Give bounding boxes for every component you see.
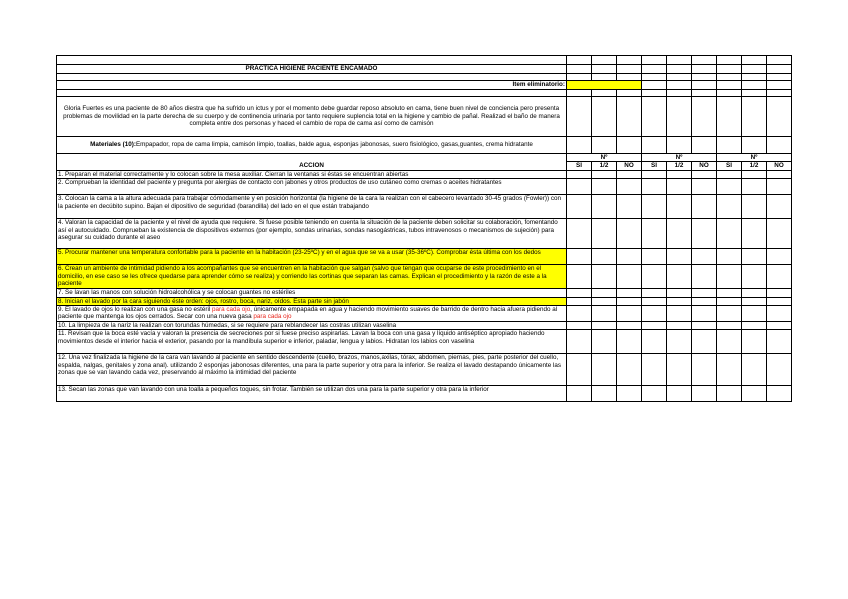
score-cell[interactable] (567, 322, 592, 330)
score-cell[interactable] (692, 306, 717, 322)
step-text: 13. Secan las zonas que van lavando con una toalla a pequeños toques, sin frotar. También se utilizan dos una para la parte superior y otra para la inferior (57, 386, 567, 402)
step-row (57, 249, 792, 265)
score-cell[interactable] (642, 219, 667, 249)
score-cell[interactable] (692, 249, 717, 265)
score-cell[interactable] (592, 219, 617, 249)
score-cell[interactable] (567, 265, 592, 289)
materials-cell (57, 137, 567, 154)
score-cell[interactable] (642, 354, 667, 386)
score-cell[interactable] (742, 289, 767, 297)
score-cell[interactable] (717, 219, 742, 249)
score-cell[interactable] (717, 265, 742, 289)
score-cell[interactable] (667, 354, 692, 386)
highlight-text: para cada ojo (212, 306, 251, 314)
col-si: SI (717, 162, 742, 170)
step-row (57, 306, 792, 322)
score-cell[interactable] (742, 306, 767, 322)
score-cell[interactable] (642, 265, 667, 289)
score-cell[interactable] (642, 386, 667, 402)
score-cell[interactable] (767, 249, 792, 265)
score-cell[interactable] (567, 170, 592, 178)
score-cell[interactable] (742, 195, 767, 219)
score-cell[interactable] (642, 322, 667, 330)
score-cell[interactable] (617, 354, 642, 386)
score-cell[interactable] (617, 322, 642, 330)
score-cell[interactable] (692, 219, 717, 249)
score-cell[interactable] (742, 219, 767, 249)
score-cell[interactable] (667, 322, 692, 330)
score-cell[interactable] (642, 249, 667, 265)
score-cell[interactable] (567, 306, 592, 322)
score-cell[interactable] (742, 249, 767, 265)
score-cell[interactable] (667, 195, 692, 219)
highlight-text: para cada ojo (253, 313, 292, 321)
eliminatory-input-cell[interactable] (567, 81, 642, 90)
step-row (57, 354, 792, 386)
score-cell[interactable] (592, 289, 617, 297)
score-cell[interactable] (592, 179, 617, 195)
score-cell[interactable] (742, 354, 767, 386)
score-cell[interactable] (717, 249, 742, 265)
score-cell[interactable] (642, 306, 667, 322)
step-text: 4. Valoran la capacidad de la paciente y el nivel de ayuda que requiere. Si fuese posible teniendo en cuenta la situación de la paciente deben solicitar su colaboración, fomentando así el autocuidado. Comprueban la existencia de dispositivos externos (por ejemplo, sondas urinarias, sondas nasogástricas, tubos intravenosos o mecanismos de sujeción) para asegurar su cuidado durante el aseo (57, 219, 567, 249)
score-cell[interactable] (567, 330, 592, 354)
score-cell[interactable] (592, 297, 617, 305)
score-cell[interactable] (617, 289, 642, 297)
score-cell[interactable] (767, 306, 792, 322)
score-cell[interactable] (717, 306, 742, 322)
score-cell[interactable] (617, 170, 642, 178)
materials-row (57, 137, 792, 154)
score-cell[interactable] (717, 322, 742, 330)
score-cell[interactable] (742, 265, 767, 289)
score-cell[interactable] (692, 322, 717, 330)
step-row (57, 289, 792, 297)
score-cell[interactable] (567, 289, 592, 297)
score-cell[interactable] (767, 354, 792, 386)
blank-row (57, 90, 792, 97)
score-cell[interactable] (767, 386, 792, 402)
score-cell[interactable] (742, 330, 767, 354)
score-cell[interactable] (767, 322, 792, 330)
score-cell[interactable] (767, 330, 792, 354)
step-row (57, 330, 792, 354)
score-cell[interactable] (717, 297, 742, 305)
score-cell[interactable] (592, 386, 617, 402)
step-text: 8. Inician el lavado por la cara siguiendo éste orden: ojos, rostro, boca, nariz, oídos. Esta parte sin jabón (57, 297, 567, 305)
step-row (57, 179, 792, 195)
col-half: 1/2 (592, 162, 617, 170)
step-row (57, 265, 792, 289)
score-cell[interactable] (617, 386, 642, 402)
step-text: 3. Colocan la cama a la altura adecuada para trabajar cómodamente y en posición horizontal (la higiene de la cara la realizan con el cabecero levantado 30-45 grados (Fowler)) con la paciente en decúbito supino. Bajan el dipositivo de seguridad (barandilla) del lado en el que están trabajando (57, 195, 567, 219)
score-cell[interactable] (667, 330, 692, 354)
step-text: 12. Una vez finalizada la higiene de la cara van lavando al paciente en sentido descendente (cuello, brazos, manos,axilas, tórax, abdomen, piernas, pies, parte posterior del cuello, espalda, nalgas, genitales y zona anal). utilizando 2 esponjas jabonosas diferentes, una para la parte superior y otra para la inferior. Se realiza el lavado destapando únicamente las zonas que se van lavando cada vez, preservando al máximo la intimidad del paciente (57, 354, 567, 386)
score-cell[interactable] (692, 289, 717, 297)
blank-row (57, 56, 792, 65)
score-cell[interactable] (617, 219, 642, 249)
score-cell[interactable] (667, 306, 692, 322)
case-description: Gloria Fuertes es una paciente de 80 años diestra que ha sufrido un ictus y por el momento debe guardar reposo absoluto en cama, tiene buen nivel de conciencia pero presenta problemas de movilidad en la parte derecha de su cuerpo y de continencia urinaria por tanto requiere suplencia total en la higiene y cambio de pañal. Realizad el baño de manera completa entre dos personas y haced el cambio de ropa de cama así como de camisón (57, 97, 567, 137)
number-header-2: Nº (642, 154, 717, 162)
score-cell[interactable] (692, 354, 717, 386)
col-no: NO (767, 162, 792, 170)
step-row (57, 195, 792, 219)
col-no: NO (692, 162, 717, 170)
score-cell[interactable] (617, 297, 642, 305)
step-text: 10. La limpieza de la nariz la realizan con torundas húmedas, si se requiere para reblandecer las costras utilizan vaselina (57, 322, 567, 330)
score-cell[interactable] (567, 249, 592, 265)
blank-row (57, 74, 792, 81)
score-cell[interactable] (592, 265, 617, 289)
score-cell[interactable] (642, 195, 667, 219)
score-cell[interactable] (617, 265, 642, 289)
score-cell[interactable] (617, 179, 642, 195)
col-si: SI (642, 162, 667, 170)
col-si: SI (567, 162, 592, 170)
score-cell[interactable] (742, 179, 767, 195)
score-cell[interactable] (717, 179, 742, 195)
step-text: 11. Revisan que la boca esté vacía y valoran la presencia de secreciones por si fuese preciso aspirarlas. Lavan la boca con una gasa y líquido antiséptico apropiado haciendo movimientos desde el interior hacia el exterior, pasando por la mandíbula superior e inferior, paladar, lengua y labios. Hidratan los labios con vaselina (57, 330, 567, 354)
score-cell[interactable] (592, 306, 617, 322)
score-cell[interactable] (767, 265, 792, 289)
step-text: 9. El lavado de ojos lo realizan con una gasa no estéril para cada ojo, únicamente empapada en agua y haciendo movimiento suaves de barrido de dentro hacia afuera pidiendo al paciente que mantenga los ojos cerrados. Secar con una nueva gasa para cada ojo (57, 306, 567, 322)
score-cell[interactable] (717, 386, 742, 402)
header-row-top (57, 154, 792, 162)
score-cell[interactable] (692, 179, 717, 195)
score-cell[interactable] (667, 179, 692, 195)
score-cell[interactable] (617, 306, 642, 322)
score-cell[interactable] (592, 330, 617, 354)
score-cell[interactable] (717, 330, 742, 354)
score-cell[interactable] (567, 195, 592, 219)
score-cell[interactable] (742, 170, 767, 178)
step-row (57, 219, 792, 249)
eliminatory-label: Item eliminatorio: (57, 81, 567, 90)
step-text: 2. Comprueban la identidad del paciente y pregunta por alergias de contacto con jabones y otros productos de uso cutáneo como cremas o aceites hidratantes (57, 179, 567, 195)
score-cell[interactable] (767, 170, 792, 178)
col-no: NO (617, 162, 642, 170)
step-row (57, 297, 792, 305)
score-cell[interactable] (567, 179, 592, 195)
score-cell[interactable] (592, 170, 617, 178)
score-cell[interactable] (692, 330, 717, 354)
score-cell[interactable] (567, 386, 592, 402)
number-header-3: Nº (717, 154, 792, 162)
score-cell[interactable] (692, 170, 717, 178)
title-row (57, 65, 792, 74)
score-cell[interactable] (667, 249, 692, 265)
score-cell[interactable] (617, 249, 642, 265)
score-cell[interactable] (567, 219, 592, 249)
score-cell[interactable] (692, 265, 717, 289)
score-cell[interactable] (567, 297, 592, 305)
score-cell[interactable] (717, 170, 742, 178)
score-cell[interactable] (617, 330, 642, 354)
score-cell[interactable] (717, 354, 742, 386)
score-cell[interactable] (667, 297, 692, 305)
step-text: 7. Se lavan las manos con solución hidroalcohólica y se colocan guantes no estériles (57, 289, 567, 297)
score-cell[interactable] (567, 354, 592, 386)
col-half: 1/2 (667, 162, 692, 170)
score-cell[interactable] (667, 289, 692, 297)
materials-text: Empapador, ropa de cama limpia, camisón limpio, toallas, balde agua, esponjas jabonosas, suero fisiológico, gasas,guantes, crema hidratante (135, 141, 533, 149)
evaluation-sheet (56, 55, 791, 402)
score-cell[interactable] (667, 265, 692, 289)
score-cell[interactable] (742, 322, 767, 330)
score-cell[interactable] (767, 195, 792, 219)
step-text: 6. Crean un ambiente de intimidad pidiendo a los acompañantes que se encuentren en la habitación que salgan (salvo que tengan que ocuparse de este procedimiento en el domicilio, en ese caso se les ofrece quedarse para aprender cómo se realiza) y corriendo las cortinas que separan las camas. Explican el procedimiento y la razón de este a la paciente (57, 265, 567, 289)
score-cell[interactable] (592, 354, 617, 386)
score-cell[interactable] (642, 330, 667, 354)
score-cell[interactable] (692, 195, 717, 219)
number-header-1: Nº (567, 154, 642, 162)
score-cell[interactable] (642, 179, 667, 195)
score-cell[interactable] (642, 297, 667, 305)
case-row (57, 97, 792, 137)
score-cell[interactable] (767, 289, 792, 297)
score-cell[interactable] (592, 249, 617, 265)
score-cell[interactable] (742, 297, 767, 305)
score-cell[interactable] (642, 170, 667, 178)
step-text: 1. Preparan el material correctamente y lo colocan sobre la mesa auxiliar. Cierran la ventanas si éstas se encuentran abiertas (57, 170, 567, 178)
eliminatory-row (57, 81, 792, 90)
step-text: 5. Procurar mantener una temperatura confortable para la paciente en la habitación (23-25ºC) y en el agua que se va a usar (35-36ºC). Comprobar ésta última con los dedos (57, 249, 567, 265)
score-cell[interactable] (692, 386, 717, 402)
step-row (57, 386, 792, 402)
score-cell[interactable] (592, 322, 617, 330)
score-cell[interactable] (667, 386, 692, 402)
score-cell[interactable] (667, 170, 692, 178)
page-title: PRÁCTICA HIGIENE PACIENTE ENCAMADO (57, 65, 567, 74)
score-cell[interactable] (767, 297, 792, 305)
score-cell[interactable] (742, 386, 767, 402)
step-row (57, 322, 792, 330)
score-cell[interactable] (642, 289, 667, 297)
step-row (57, 170, 792, 178)
score-cell[interactable] (767, 219, 792, 249)
score-cell[interactable] (617, 195, 642, 219)
score-cell[interactable] (717, 289, 742, 297)
score-cell[interactable] (667, 219, 692, 249)
action-header: ACCION (57, 154, 567, 171)
score-cell[interactable] (717, 195, 742, 219)
score-cell[interactable] (692, 297, 717, 305)
score-cell[interactable] (592, 195, 617, 219)
checklist-table (56, 55, 792, 402)
score-cell[interactable] (767, 179, 792, 195)
col-half: 1/2 (742, 162, 767, 170)
materials-label: Materiales (10): (90, 141, 136, 149)
